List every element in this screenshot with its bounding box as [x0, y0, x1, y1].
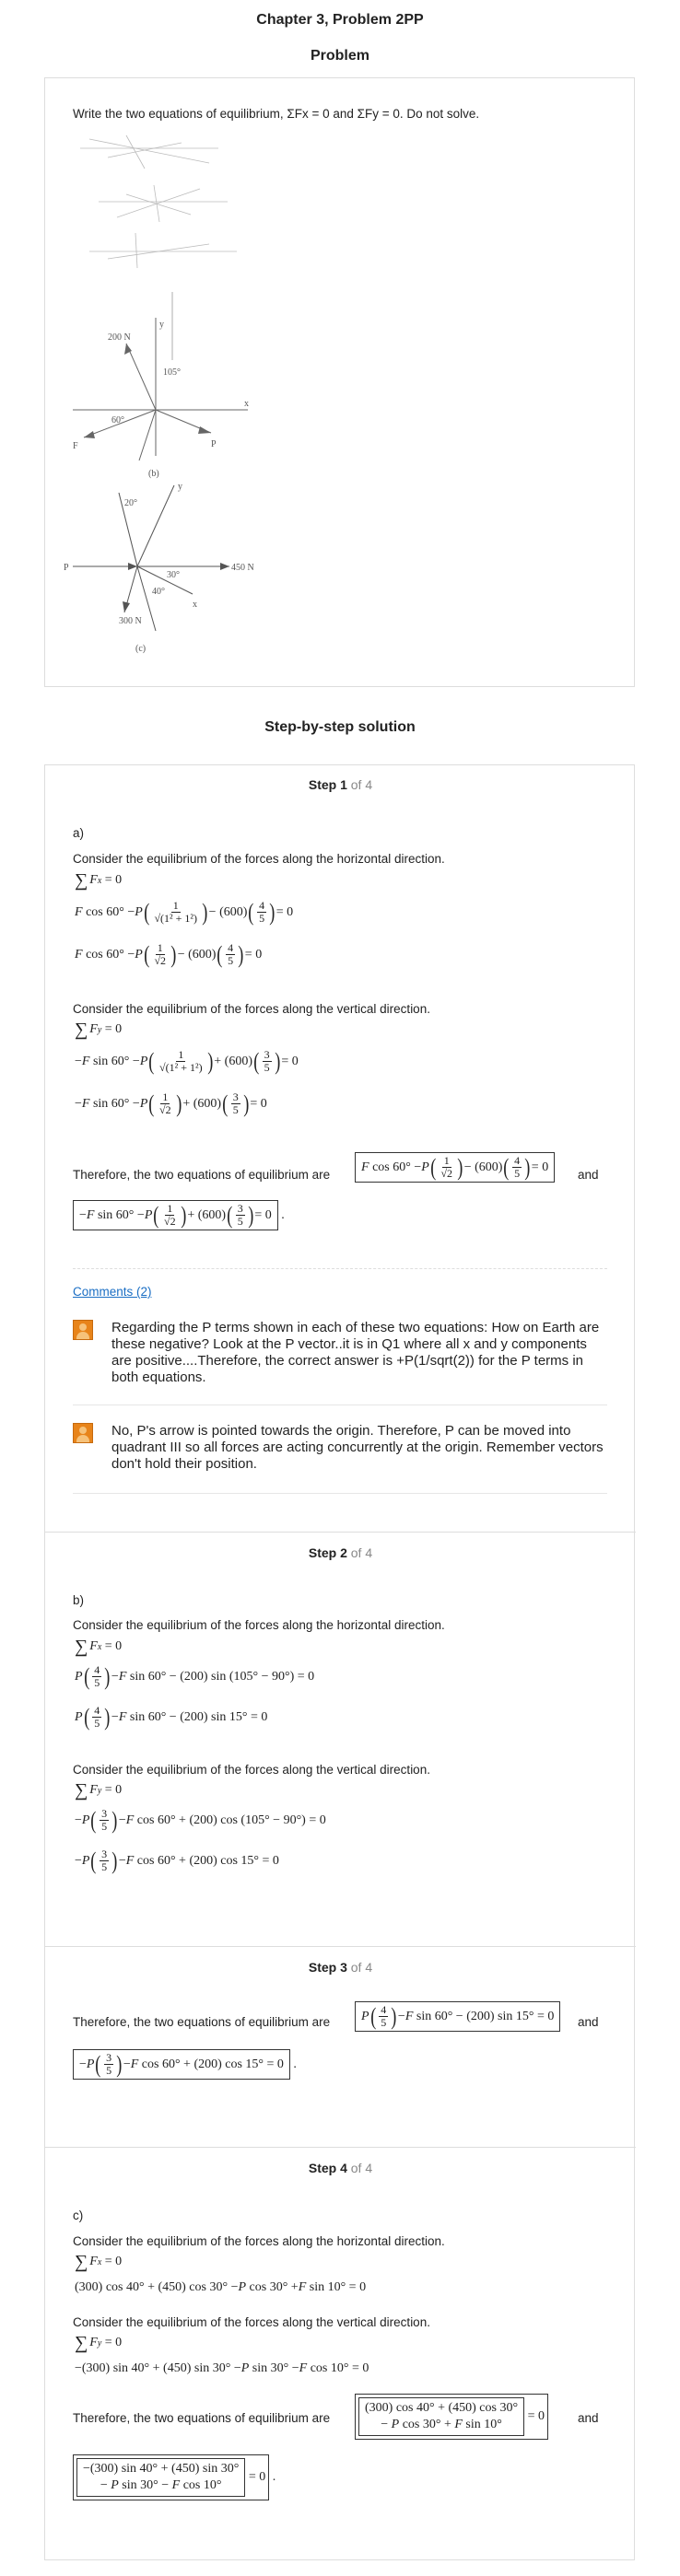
step-2-horizontal-text: Consider the equilibrium of the forces along the horizontal direction. — [73, 1618, 445, 1632]
step4-eq-fx: (300) cos 40° + (450) cos 30° − P cos 30° + F sin 10° = 0 — [75, 2280, 367, 2294]
page-title: Chapter 3, Problem 2PP — [256, 12, 424, 28]
comment-2-text: No, P's arrow is pointed towards the origin. Therefore, P can be moved into quadrant III so all forces are acting concurrently at the origin. Remember vectors don't hold their position. — [111, 1423, 604, 1472]
comment-1-text: Regarding the P terms shown in each of these two equations: How on Earth are these negative? Look at the P vector..it is in Q1 where all x and y components are positive....Therefore, the correct answer is +P(1/sqrt(2)) for the P terms in both equations. — [111, 1320, 600, 1385]
comments-link[interactable]: Comments (2) — [73, 1285, 152, 1299]
figure-b — [64, 299, 266, 484]
figure-c-axis-x: x — [193, 600, 197, 610]
step-3-therefore-text: Therefore, the two equations of equilibrium are — [73, 2015, 331, 2029]
step1-answer-fy: − F sin 60° − P ( $\frac{1}{√2}$ ) + (600) ( $\frac{3}{5}$ ) = 0 . — [73, 1200, 285, 1230]
figure-c-angle-30: 30° — [167, 570, 180, 580]
step-1-header: Step 1 of 4 — [308, 777, 373, 792]
step-2-part-label: b) — [73, 1593, 85, 1607]
step4-eq-sum-fy: ∑ F y = 0 — [75, 2333, 123, 2353]
step-4-part-label: c) — [73, 2209, 84, 2222]
problem-panel — [44, 77, 635, 687]
step-1-and-text: and — [578, 1168, 599, 1182]
step2-eq-fy-simplified: − P ( $\frac{3}{5}$ ) − F cos 60° + (200) cos 15° = 0 — [75, 1847, 279, 1874]
step4-eq-sum-fx: ∑ F x = 0 — [75, 2252, 123, 2272]
figure-c — [64, 484, 266, 668]
step-4-header: Step 4 of 4 — [308, 2161, 373, 2175]
step-3-and-text: and — [578, 2015, 599, 2029]
figure-c-caption: (c) — [135, 644, 147, 654]
step-1-therefore-text: Therefore, the two equations of equilibrium are — [73, 1168, 331, 1182]
step1-eq-fy-simplified: − F sin 60° − P ( $\frac{1}{√2}$ ) + (600) ( $\frac{3}{5}$ ) = 0 — [75, 1090, 267, 1117]
figure-b-label-F: F — [73, 441, 78, 451]
step3-answer-fx: P ( $\frac{4}{5}$ ) − F sin 60° − (200) sin 15° = 0 — [355, 2001, 560, 2032]
comment-1 — [73, 1320, 607, 1393]
step2-eq-sum-fx: ∑ F x = 0 — [75, 1637, 123, 1657]
step1-answer-fx: F cos 60° − P ( $\frac{1}{√2}$ ) − (600) ( $\frac{4}{5}$ ) = 0 — [355, 1152, 555, 1183]
step1-eq-fx-simplified: F cos 60° − P ( $\frac{1}{√2}$ ) − (600) ( $\frac{4}{5}$ ) = 0 — [75, 940, 263, 968]
step-1-horizontal-text: Consider the equilibrium of the forces along the horizontal direction. — [73, 852, 445, 866]
step2-eq-fx-expanded: P ( $\frac{4}{5}$ ) − F sin 60° − (200) sin (105° − 90°) = 0 — [75, 1662, 315, 1690]
figure-c-label-P: P — [64, 563, 69, 573]
commenter-avatar-1[interactable] — [73, 1320, 93, 1340]
comments-end-divider — [73, 1493, 607, 1494]
step1-eq-fy-expanded: − F sin 60° − P ( $\frac{1}{\text{√(1² + 1²)}}$ ) + (600) ( $\frac{3}{5}$ ) = 0 — [75, 1047, 299, 1075]
figure-b-label-P: P — [211, 439, 217, 449]
figure-c-angle-20: 20° — [124, 498, 137, 508]
step2-eq-fy-expanded: − P ( $\frac{3}{5}$ ) − F cos 60° + (200) cos (105° − 90°) = 0 — [75, 1806, 326, 1834]
figure-b-angle-60: 60° — [111, 415, 124, 425]
step-3-header: Step 3 of 4 — [308, 1960, 373, 1975]
step4-answer-fx: (300) cos 40° + (450) cos 30° − P cos 30° + F sin 10° = 0 — [355, 2394, 548, 2440]
step2-eq-fx-simplified: P ( $\frac{4}{5}$ ) − F sin 60° − (200) sin 15° = 0 — [75, 1703, 268, 1731]
step1-eq-fx-expanded: F cos 60° − P ( $\frac{1}{\text{√(1² + 1²)}}$ ) − (600) ( $\frac{4}{5}$ ) = 0 — [75, 898, 294, 926]
figure-c-axis-y: y — [178, 484, 182, 492]
step-1-part-label: a) — [73, 826, 85, 840]
step-divider-1 — [45, 1532, 636, 1533]
step-1-vertical-text: Consider the equilibrium of the forces along the vertical direction. — [73, 1002, 430, 1016]
step-4-therefore-text: Therefore, the two equations of equilibrium are — [73, 2411, 331, 2425]
comment-2 — [73, 1423, 607, 1478]
step1-eq-sum-fy: ∑ F y = 0 — [75, 1020, 123, 1040]
step-4-vertical-text: Consider the equilibrium of the forces along the vertical direction. — [73, 2315, 430, 2329]
figure-b-axis-y: y — [159, 320, 164, 330]
solution-panel — [44, 764, 635, 2560]
commenter-avatar-2[interactable] — [73, 1423, 93, 1443]
step-divider-3 — [45, 2147, 636, 2148]
figure-b-caption: (b) — [148, 469, 159, 479]
step-divider-2 — [45, 1946, 636, 1947]
step3-answer-fy: − P ( $\frac{3}{5}$ ) − F cos 60° + (200) cos 15° = 0 . — [73, 2049, 297, 2080]
figure-c-force-450: 450 N — [231, 563, 254, 573]
step-2-vertical-text: Consider the equilibrium of the forces along the vertical direction. — [73, 1763, 430, 1777]
figure-c-force-300: 300 N — [119, 616, 142, 626]
step-4-horizontal-text: Consider the equilibrium of the forces along the horizontal direction. — [73, 2234, 445, 2248]
solution-heading: Step-by-step solution — [264, 719, 416, 735]
step4-eq-fy: −(300) sin 40° + (450) sin 30° − P sin 30° − F cos 10° = 0 — [75, 2361, 369, 2375]
figure-b-angle-105: 105° — [163, 367, 181, 378]
step4-answer-fy: −(300) sin 40° + (450) sin 30° − P sin 30° − F cos 10° = 0 . — [73, 2454, 276, 2500]
comments-divider — [73, 1268, 607, 1269]
problem-statement: Write the two equations of equilibrium, ΣFx = 0 and ΣFy = 0. Do not solve. — [73, 107, 480, 121]
step2-eq-sum-fy: ∑ F y = 0 — [75, 1780, 123, 1801]
step1-eq-sum-fx: ∑ F x = 0 — [75, 870, 123, 891]
figure-c-angle-40: 40° — [152, 587, 165, 597]
problem-heading: Problem — [310, 48, 369, 64]
figure-b-axis-x: x — [244, 399, 249, 409]
step-4-and-text: and — [578, 2411, 599, 2425]
figure-b-force-200: 200 N — [108, 332, 131, 343]
step-2-header: Step 2 of 4 — [308, 1545, 373, 1560]
